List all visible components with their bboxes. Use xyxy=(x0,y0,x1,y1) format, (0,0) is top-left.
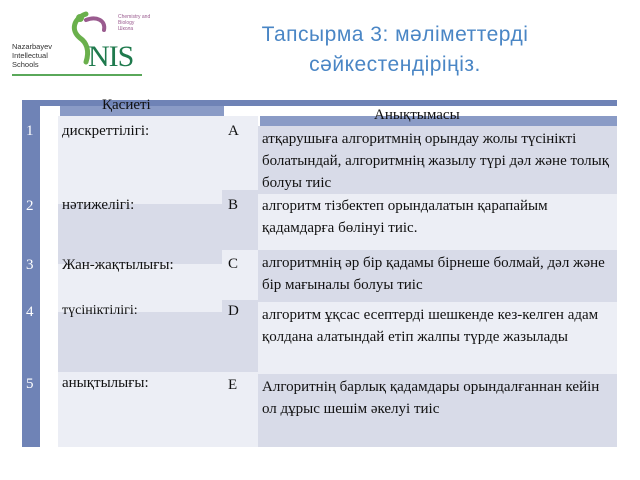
logo-brand: NIS xyxy=(88,40,134,73)
property-text: Жан-жақтылығы: xyxy=(62,257,174,273)
row-number: 1 xyxy=(26,123,34,139)
letter-label: A xyxy=(228,123,239,139)
logo-rule xyxy=(12,74,142,76)
row-number: 3 xyxy=(26,257,34,273)
definition-text: алгоритмнің әр бір қадамы бірнеше болмай, дәл және бір мағыналы болуы тиіс xyxy=(262,255,605,293)
definition-text: алгоритм ұқсас есептерді шешкенде кез-келген адам қолдана алатындай етіп жалпы түрде жазылады xyxy=(262,307,599,345)
letter-label: E xyxy=(228,377,238,393)
property-text: анықтылығы: xyxy=(62,375,149,391)
letter-label: C xyxy=(228,256,239,272)
page-title: Тапсырма 3: мәліметтерді сәйкестендіріңіз. xyxy=(261,23,529,76)
row-number: 5 xyxy=(26,376,34,392)
row-number: 4 xyxy=(26,304,34,320)
logo-org-name: Nazarbayev Intellectual Schools xyxy=(12,42,53,69)
property-text: нәтижелігі: xyxy=(62,197,135,213)
definition-text: Алгоритнің барлық қадамдары орындалғаннан кейін ол дұрыс шешім әкелуі тиіс xyxy=(262,379,600,417)
header-property: Қасиеті xyxy=(102,97,151,113)
matching-table xyxy=(22,97,617,447)
letter-label: D xyxy=(228,303,239,319)
row-number: 2 xyxy=(26,198,34,214)
definition-text: атқарушыға алгоритмнің орындау жолы түсінікті болатындай, алгоритмнің жазылу түрі дәл және толық болуы тиіс xyxy=(262,131,609,191)
letter-label: B xyxy=(228,197,239,213)
property-text: дискреттілігі: xyxy=(62,123,150,139)
nis-logo xyxy=(12,10,152,72)
definition-text: алгоритм тізбектеп орындалатын қарапайым қадамдарға бөлінуі тиіс. xyxy=(262,198,548,236)
property-text: түсініктілігі: xyxy=(62,303,138,318)
logo-small-text: Chemistry and Biology Школа xyxy=(118,14,151,32)
header-definition: Анықтымасы xyxy=(374,107,460,123)
